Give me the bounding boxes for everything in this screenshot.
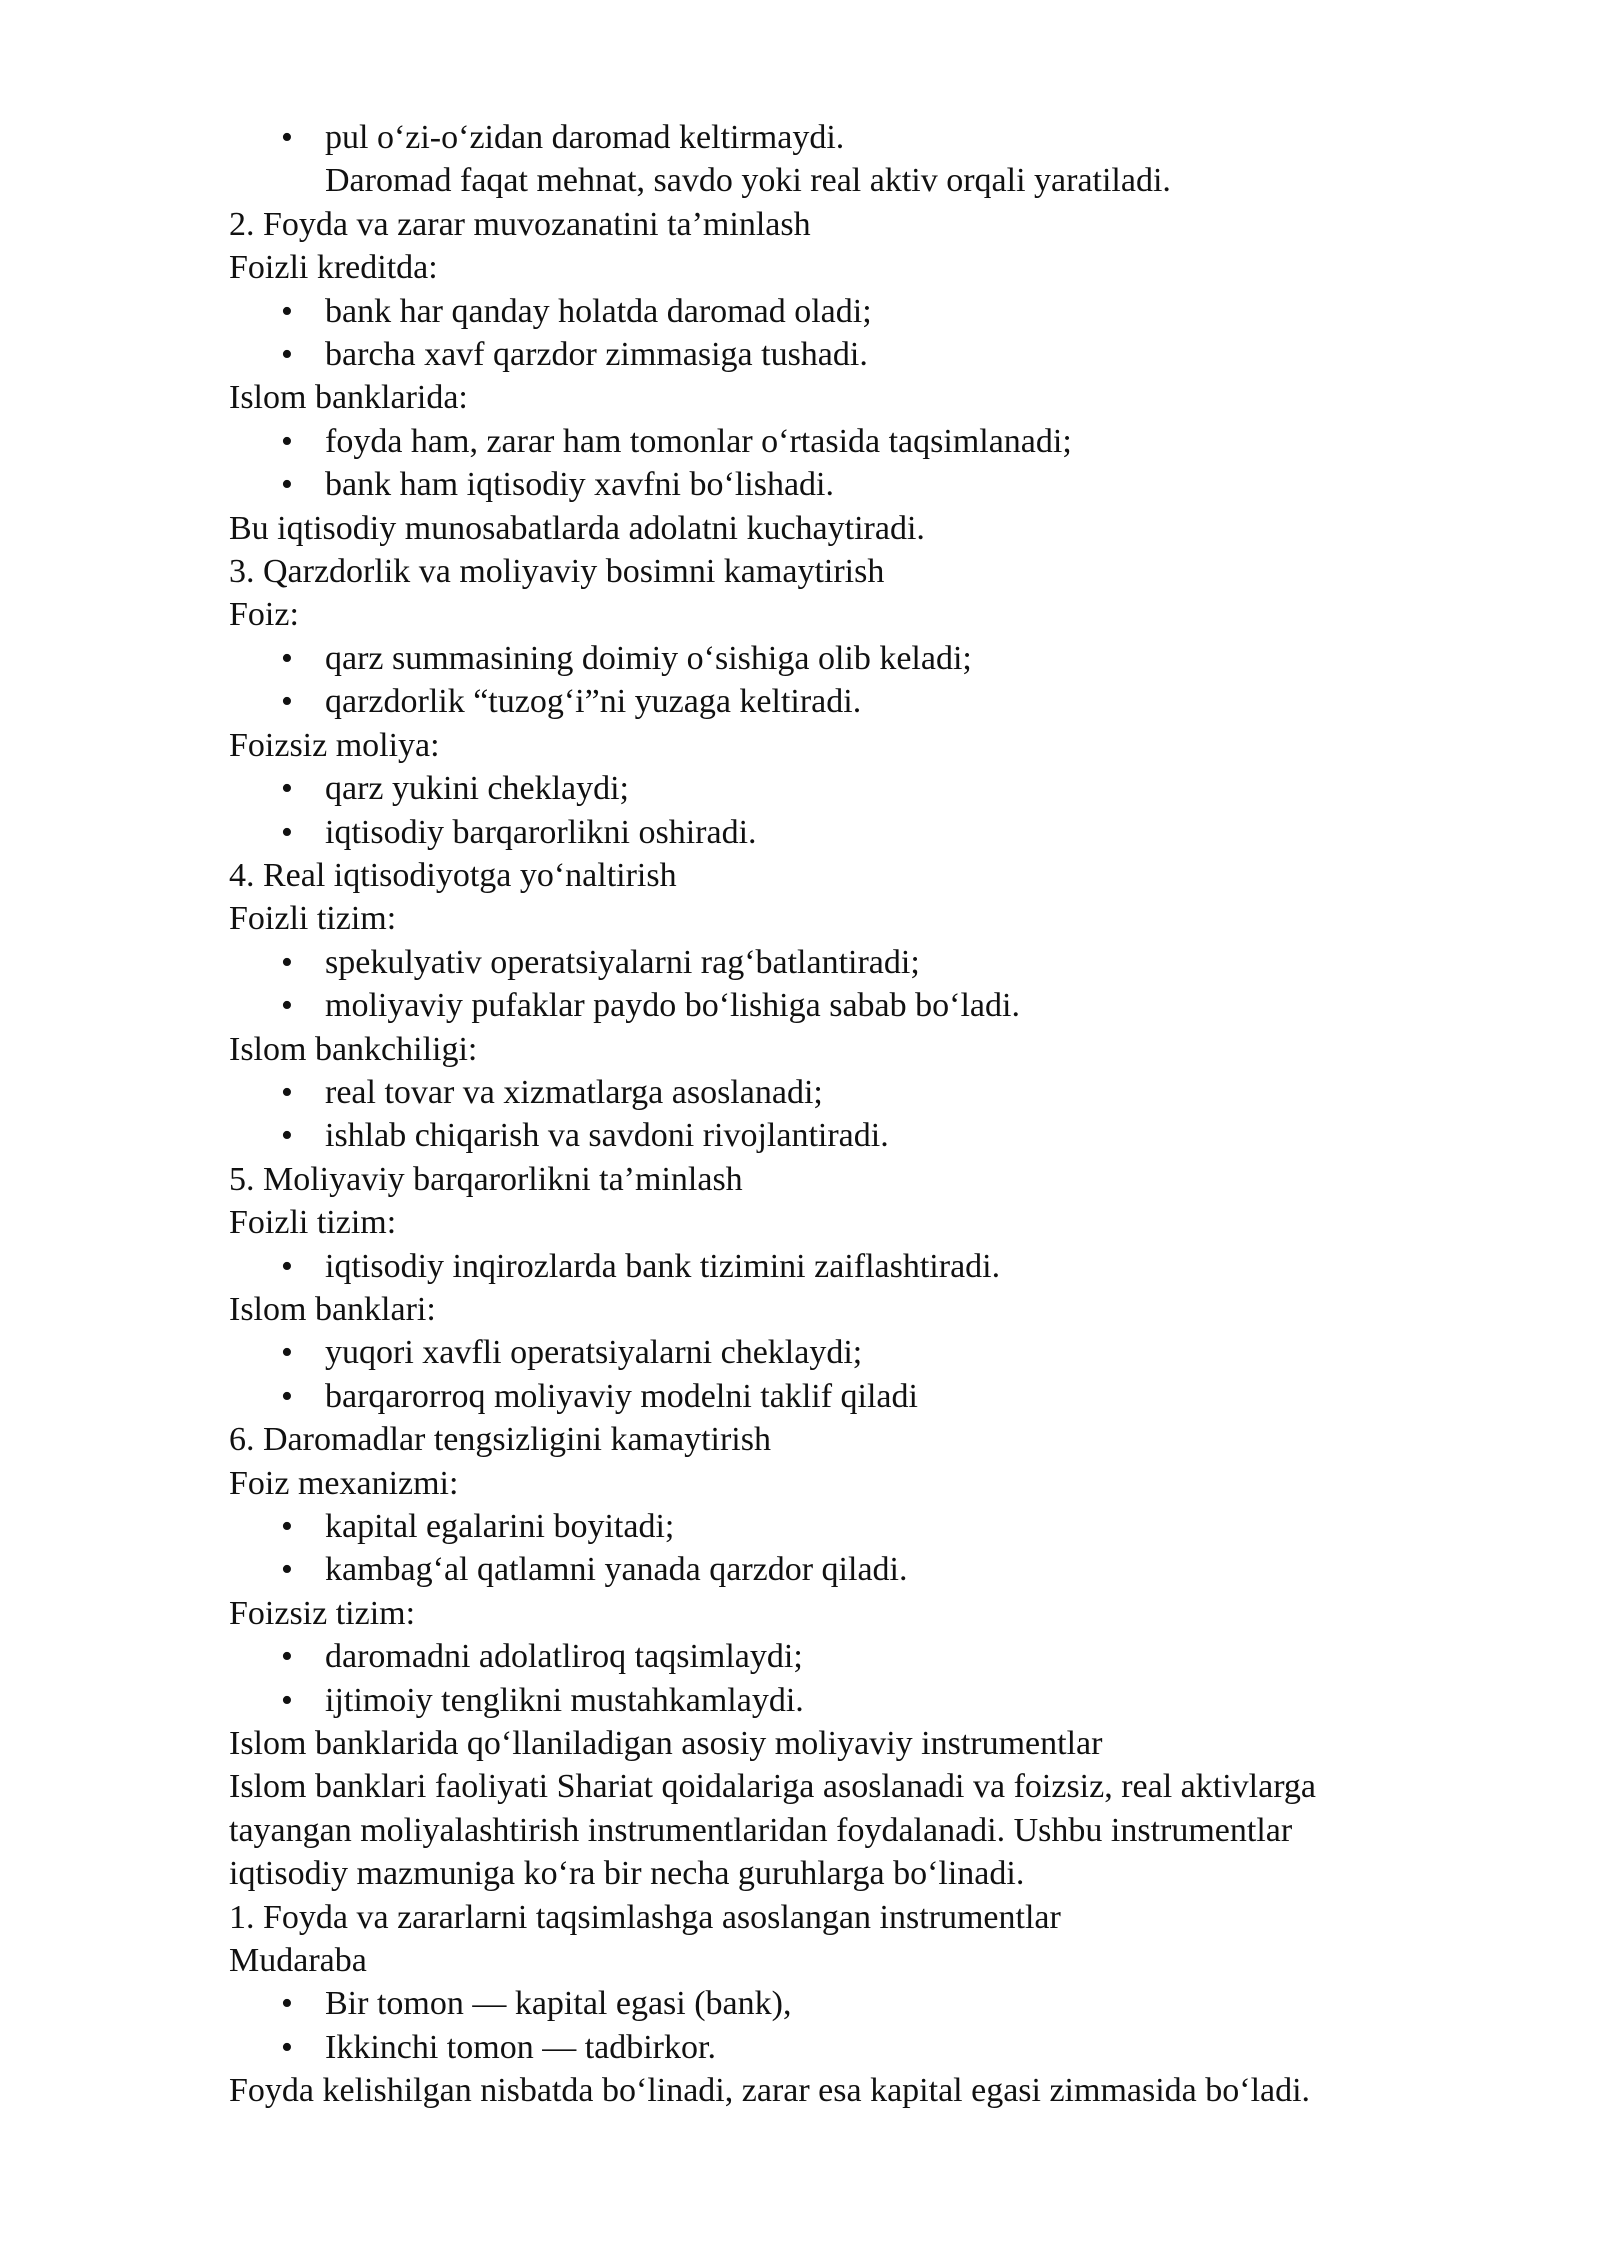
text-line: 1. Foyda va zararlarni taqsimlashga asoslangan instrumentlar: [229, 1898, 1061, 1936]
bullet-marker: •: [281, 1334, 293, 1372]
bullet-text: qarz yukini cheklaydi;: [325, 770, 630, 808]
bullet-item: [229, 1679, 1529, 1722]
bullet-marker: •: [281, 1247, 293, 1285]
bullet-item: [229, 1982, 1529, 2025]
bullet-text: iqtisodiy inqirozlarda bank tizimini zaiflashtiradi.: [325, 1247, 1001, 1285]
bullet-text: kambag‘al qatlamni yanada qarzdor qiladi.: [325, 1551, 908, 1589]
text-line: 3. Qarzdorlik va moliyaviy bosimni kamaytirish: [229, 553, 885, 591]
bullet-text: bank har qanday holatda daromad oladi;: [325, 292, 872, 330]
bullet-text: kapital egalarini boyitadi;: [325, 1508, 675, 1545]
bullet-item: [229, 1245, 1529, 1288]
bullet-marker: •: [281, 2028, 293, 2066]
bullet-item: [229, 1375, 1529, 1418]
bullet-item: [229, 463, 1529, 506]
bullet-continuation: Daromad faqat mehnat, savdo yoki real aktiv orqali yaratiladi.: [325, 162, 1171, 200]
bullet-item: [229, 1548, 1529, 1591]
bullet-marker: •: [281, 422, 293, 460]
bullet-item: [229, 420, 1529, 463]
bullet-marker: •: [281, 466, 293, 504]
bullet-item: [229, 984, 1529, 1027]
bullet-text: daromadni adolatliroq taqsimlaydi;: [325, 1638, 803, 1676]
text-line: Foizli tizim:: [229, 900, 397, 938]
text-line: 5. Moliyaviy barqarorlikni ta’minlash: [229, 1160, 743, 1198]
bullet-text: qarz summasining doimiy o‘sishiga olib keladi;: [325, 639, 972, 677]
bullet-marker: •: [281, 1985, 293, 2023]
bullet-text: ijtimoiy tenglikni mustahkamlaydi.: [325, 1681, 804, 1719]
bullet-item: [229, 680, 1529, 723]
bullet-text: real tovar va xizmatlarga asoslanadi;: [325, 1073, 823, 1111]
bullet-item: [229, 116, 1529, 159]
bullet-marker: •: [281, 1117, 293, 1155]
bullet-item: [229, 1635, 1529, 1678]
bullet-marker: •: [281, 119, 293, 156]
bullet-item: [229, 1331, 1529, 1374]
bullet-marker: •: [281, 639, 293, 677]
bullet-item: [229, 1505, 1529, 1548]
bullet-marker: •: [281, 1681, 293, 1719]
bullet-item: [229, 333, 1529, 376]
bullet-marker: •: [281, 683, 293, 721]
bullet-text: qarzdorlik “tuzog‘i”ni yuzaga keltiradi.: [325, 683, 862, 721]
bullet-text: yuqori xavfli operatsiyalarni cheklaydi;: [325, 1334, 863, 1372]
bullet-item: [229, 811, 1529, 854]
bullet-marker: •: [281, 1377, 293, 1415]
text-line: iqtisodiy mazmuniga ko‘ra bir necha guruhlarga bo‘linadi.: [229, 1855, 1025, 1893]
bullet-marker: •: [281, 1638, 293, 1676]
bullet-marker: •: [281, 336, 293, 374]
bullet-marker: •: [281, 987, 293, 1025]
text-line: Mudaraba: [229, 1942, 367, 1980]
bullet-item: [229, 2026, 1529, 2069]
document-body: [229, 116, 1529, 2113]
bullet-item: [229, 767, 1529, 810]
text-line: Islom banklari:: [229, 1290, 436, 1328]
bullet-item: [229, 1071, 1529, 1114]
bullet-text: Ikkinchi tomon — tadbirkor.: [325, 2028, 716, 2066]
bullet-marker: •: [281, 292, 293, 330]
text-line: Foizsiz moliya:: [229, 726, 440, 764]
bullet-marker: •: [281, 943, 293, 981]
text-line: tayangan moliyalashtirish instrumentlaridan foydalanadi. Ushbu instrumentlar: [229, 1811, 1293, 1849]
text-line: Foizli kreditda:: [229, 249, 438, 287]
text-line: Islom banklari faoliyati Shariat qoidalariga asoslanadi va foizsiz, real aktivlarga: [229, 1768, 1316, 1806]
bullet-text: bank ham iqtisodiy xavfni bo‘lishadi.: [325, 466, 834, 504]
bullet-marker: •: [281, 1073, 293, 1111]
bullet-text: pul o‘zi-o‘zidan daromad keltirmaydi.: [325, 119, 845, 156]
text-line: Foizli tizim:: [229, 1204, 397, 1242]
bullet-text: moliyaviy pufaklar paydo bo‘lishiga sabab bo‘ladi.: [325, 987, 1020, 1025]
text-line: Islom banklarida:: [229, 379, 468, 417]
bullet-item: [229, 637, 1529, 680]
bullet-marker: •: [281, 1551, 293, 1589]
bullet-marker: •: [281, 770, 293, 808]
bullet-text: ishlab chiqarish va savdoni rivojlantiradi.: [325, 1117, 889, 1155]
bullet-text: iqtisodiy barqarorlikni oshiradi.: [325, 813, 757, 851]
bullet-item: [229, 1114, 1529, 1157]
text-line: Bu iqtisodiy munosabatlarda adolatni kuchaytiradi.: [229, 509, 925, 547]
bullet-text: Bir tomon — kapital egasi (bank),: [325, 1985, 792, 2023]
text-line: 2. Foyda va zarar muvozanatini ta’minlash: [229, 205, 811, 243]
text-line: Islom banklarida qo‘llaniladigan asosiy moliyaviy instrumentlar: [229, 1725, 1103, 1763]
text-line: 6. Daromadlar tengsizligini kamaytirish: [229, 1421, 771, 1459]
bullet-text: foyda ham, zarar ham tomonlar o‘rtasida taqsimlanadi;: [325, 422, 1072, 460]
bullet-text: barcha xavf qarzdor zimmasiga tushadi.: [325, 336, 868, 374]
text-line: Foiz:: [229, 596, 299, 634]
bullet-item: [229, 290, 1529, 333]
bullet-marker: •: [281, 1508, 293, 1545]
bullet-text: spekulyativ operatsiyalarni rag‘batlantiradi;: [325, 943, 920, 981]
text-line: 4. Real iqtisodiyotga yo‘naltirish: [229, 856, 677, 894]
bullet-marker: •: [281, 813, 293, 851]
text-line: Foizsiz tizim:: [229, 1594, 416, 1632]
bullet-item: [229, 941, 1529, 984]
text-line: Foyda kelishilgan nisbatda bo‘linadi, zarar esa kapital egasi zimmasida bo‘ladi.: [229, 2072, 1311, 2110]
bullet-text: barqarorroq moliyaviy modelni taklif qiladi: [325, 1377, 918, 1415]
text-line: Foiz mexanizmi:: [229, 1464, 459, 1502]
text-line: Islom bankchiligi:: [229, 1030, 478, 1068]
